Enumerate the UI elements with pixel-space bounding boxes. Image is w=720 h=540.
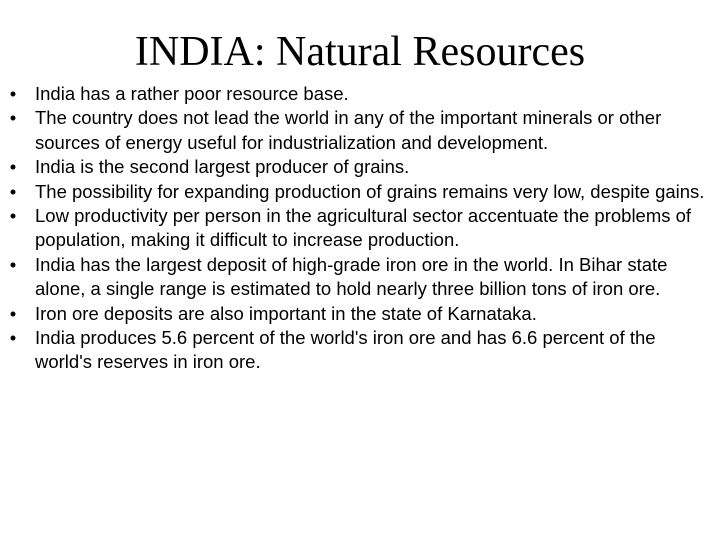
- bullet-text: Low productivity per person in the agricultural sector accentuate the problems of population, making it difficult to increase production.: [35, 205, 692, 251]
- bullet-dot-icon: •: [9, 83, 17, 104]
- bullet-text: Iron ore deposits are also important in the state of Karnataka.: [35, 302, 537, 324]
- bullet-item: [0, 82, 712, 106]
- bullet-dot-icon: •: [9, 180, 17, 202]
- bullet-item: [0, 326, 712, 375]
- bullet-text: India has a rather poor resource base.: [35, 83, 349, 104]
- bullet-text: The possibility for expanding production of grains remains very low, despite gains.: [35, 180, 705, 202]
- bullet-item: [0, 155, 712, 179]
- bullet-item: [0, 302, 712, 326]
- bullet-dot-icon: •: [9, 107, 17, 129]
- bullet-dot-icon: •: [9, 327, 17, 349]
- slide-title: INDIA: Natural Resources: [134, 29, 586, 75]
- bullet-dot-icon: •: [9, 156, 17, 178]
- bullet-text: The country does not lead the world in any of the important minerals or other sources of energy useful for industrialization and development.: [35, 107, 662, 153]
- bullet-text: India produces 5.6 percent of the world's iron ore and has 6.6 percent of the world's reserves in iron ore.: [35, 327, 656, 373]
- bullet-list: [0, 82, 712, 375]
- bullet-item: [0, 106, 712, 155]
- bullet-dot-icon: •: [9, 253, 17, 275]
- bullet-item: [0, 180, 712, 204]
- bullet-item: [0, 204, 712, 253]
- bullet-text: India has the largest deposit of high-grade iron ore in the world. In Bihar state alone, a single range is estimated to hold nearly three billion tons of iron ore.: [35, 253, 668, 300]
- bullet-dot-icon: •: [9, 302, 17, 324]
- bullet-dot-icon: •: [9, 205, 17, 227]
- bullet-text: India is the second largest producer of grains.: [35, 156, 410, 178]
- bullet-item: [0, 253, 712, 302]
